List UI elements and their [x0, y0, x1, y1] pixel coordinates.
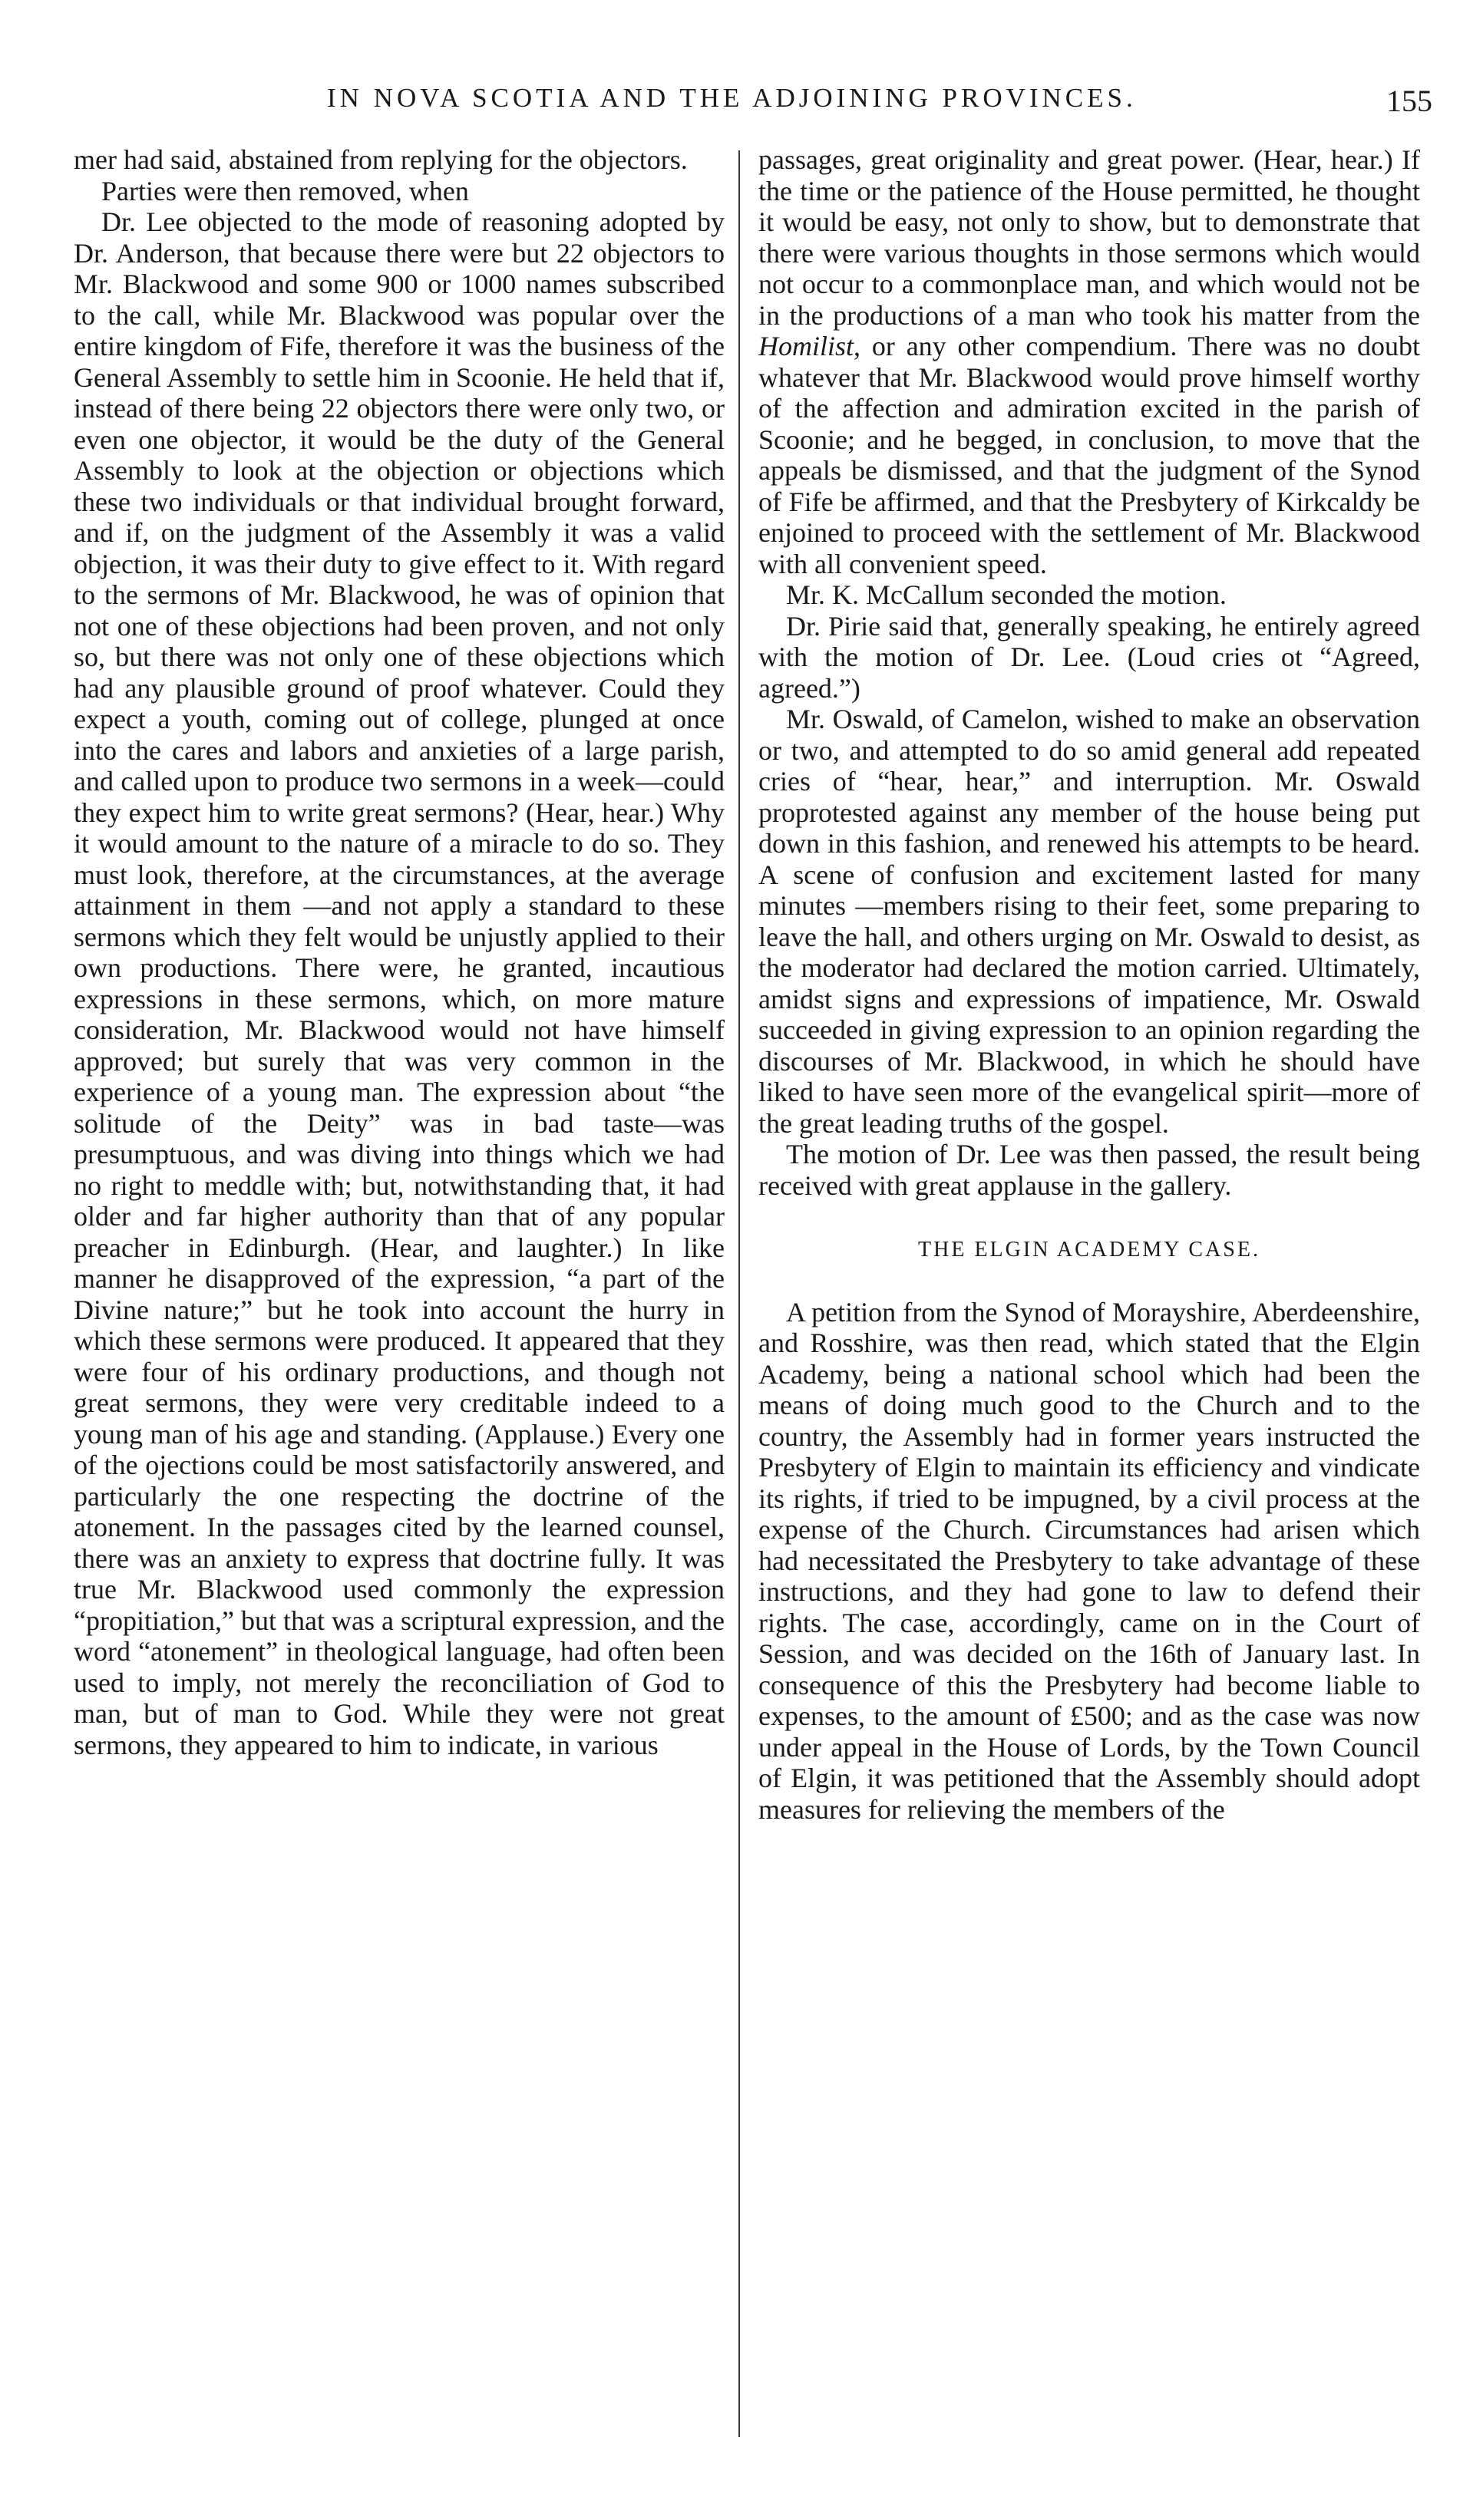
section-heading: THE ELGIN ACADEMY CASE. [918, 1238, 1260, 1262]
paragraph [758, 144, 1420, 579]
text-run: passages, great originality and great power. (Hear, hear.) If the time or the patience of the House permitted, he thought it would be easy, not only to show, but to demonstrate that there were various thoughts in those sermons which would not occur to a commonplace man, and which would not be in the productions of a man who took his matter from the [758, 144, 1420, 331]
paragraph: The motion of Dr. Lee was then passed, the result being received with great applause in the gallery. [758, 1139, 1420, 1201]
paragraph: mer had said, abstained from replying for the objectors. [74, 144, 688, 175]
column-divider [738, 150, 740, 2437]
running-head: IN NOVA SCOTIA AND THE ADJOINING PROVINCES. [327, 83, 1137, 113]
text-run: , or any other compendium. There was no doubt whatever that Mr. Blackwood would prove himself worthy of the affection and admiration excited in the parish of Scoonie; and he begged, in conclusion, to move that the appeals be dismissed, and that the judgment of the Synod of Fife be affirmed, and that the Presbytery of Kirkcaldy be enjoined to proceed with the settlement of Mr. Blackwood with all convenient speed. [758, 331, 1420, 579]
italic-title: Homilist [758, 331, 854, 361]
page-number: 155 [1386, 84, 1432, 118]
paragraph: Mr. K. McCallum seconded the motion. [786, 579, 1227, 610]
right-column [758, 144, 1420, 1825]
paragraph: Dr. Lee objected to the mode of reasoning adopted by Dr. Anderson, that because there were but 22 objectors to Mr. Blackwood and some 900 or 1000 names subscribed to the call, while Mr. Blackwood was popular over the entire kingdom of Fife, therefore it was the business of the General Assembly to settle him in Scoonie. He held that if, instead of there being 22 objectors there were only two, or even one objector, it would be the duty of the General Assembly to look at the objection or objections which these two individuals or that individual brought forward, and if, on the judgment of the Assembly it was a valid objection, it was their duty to give effect to it. With regard to the sermons of Mr. Blackwood, he was of opinion that not one of these objections had been proven, and not only so, but there was not only one of these objections which had any plausible ground of proof whatever. Could they expect a youth, coming out of college, plunged at once into the cares and labors and anxieties of a large parish, and called upon to produce two sermons in a week—could they expect him to write great sermons? (Hear, hear.) Why it would amount to the nature of a miracle to do so. They must look, therefore, at the circumstances, at the average attainment in them —and not apply a standard to these sermons which they felt would be unjustly applied to their own productions. There were, he granted, incautious expressions in these sermons, which, on more mature consideration, Mr. Blackwood would not have himself approved; but surely that was very common in the experience of a young man. The expression about “the solitude of the Deity” was in bad taste—was presumptuous, and was diving into things which we had no right to meddle with; but, notwithstanding that, it had older and far higher authority than that of any popular preacher in Edinburgh. (Hear, and laughter.) In like manner he disapproved of the expression, “a part of the Divine nature;” but he took into account the hurry in which these sermons were produced. It appeared that they were four of his ordinary productions, and though not great sermons, they were very creditable indeed to a young man of his age and standing. (Applause.) Every one of the ojections could be most satisfactorily answered, and particularly the one respecting the doctrine of the atonement. In the passages cited by the learned counsel, there was an anxiety to express that doctrine fully. It was true Mr. Blackwood used commonly the expression “propitiation,” but that was a scriptural expression, and the word “atonement” in theological language, had often been used to imply, not merely the reconciliation of God to man, but of man to God. While they were not great sermons, they appeared to him to indicate, in various [74, 206, 725, 1760]
paragraph: Dr. Pirie said that, generally speaking, he entirely agreed with the motion of Dr. Lee. (Loud cries ot “Agreed, agreed.”) [758, 610, 1420, 704]
page-header [74, 83, 1432, 129]
paragraph: Parties were then removed, when [101, 175, 469, 206]
paragraph: A petition from the Synod of Morayshire, Aberdeenshire, and Rosshire, was then read, which stated that the Elgin Academy, being a national school which had been the means of doing much good to the Church and to the country, the Assembly had in former years instructed the Presbytery of Elgin to maintain its efficiency and vindicate its rights, if tried to be impugned, by a civil process at the expense of the Church. Circumstances had arisen which had necessitated the Presbytery to take advantage of these instructions, and they had gone to law to defend their rights. The case, accordingly, came on in the Court of Session, and was decided on the 16th of January last. In consequence of this the Presbytery had become liable to expenses, to the amount of £500; and as the case was now under appeal in the House of Lords, by the Town Council of Elgin, it was petitioned that the Assembly should adopt measures for relieving the members of the [758, 1296, 1420, 1825]
left-column [74, 144, 725, 1760]
paragraph: Mr. Oswald, of Camelon, wished to make an observation or two, and attempted to do so amid general add repeated cries of “hear, hear,” and interruption. Mr. Oswald proprotested against any member of the house being put down in this fashion, and renewed his attempts to be heard. A scene of confusion and excitement lasted for many minutes —members rising to their feet, some preparing to leave the hall, and others urging on Mr. Oswald to desist, as the moderator had declared the motion carried. Ultimately, amidst signs and expressions of impatience, Mr. Oswald succeeded in giving expression to an opinion regarding the discourses of Mr. Blackwood, in which he should have liked to have seen more of the evangelical spirit—more of the great leading truths of the gospel. [758, 704, 1420, 1139]
